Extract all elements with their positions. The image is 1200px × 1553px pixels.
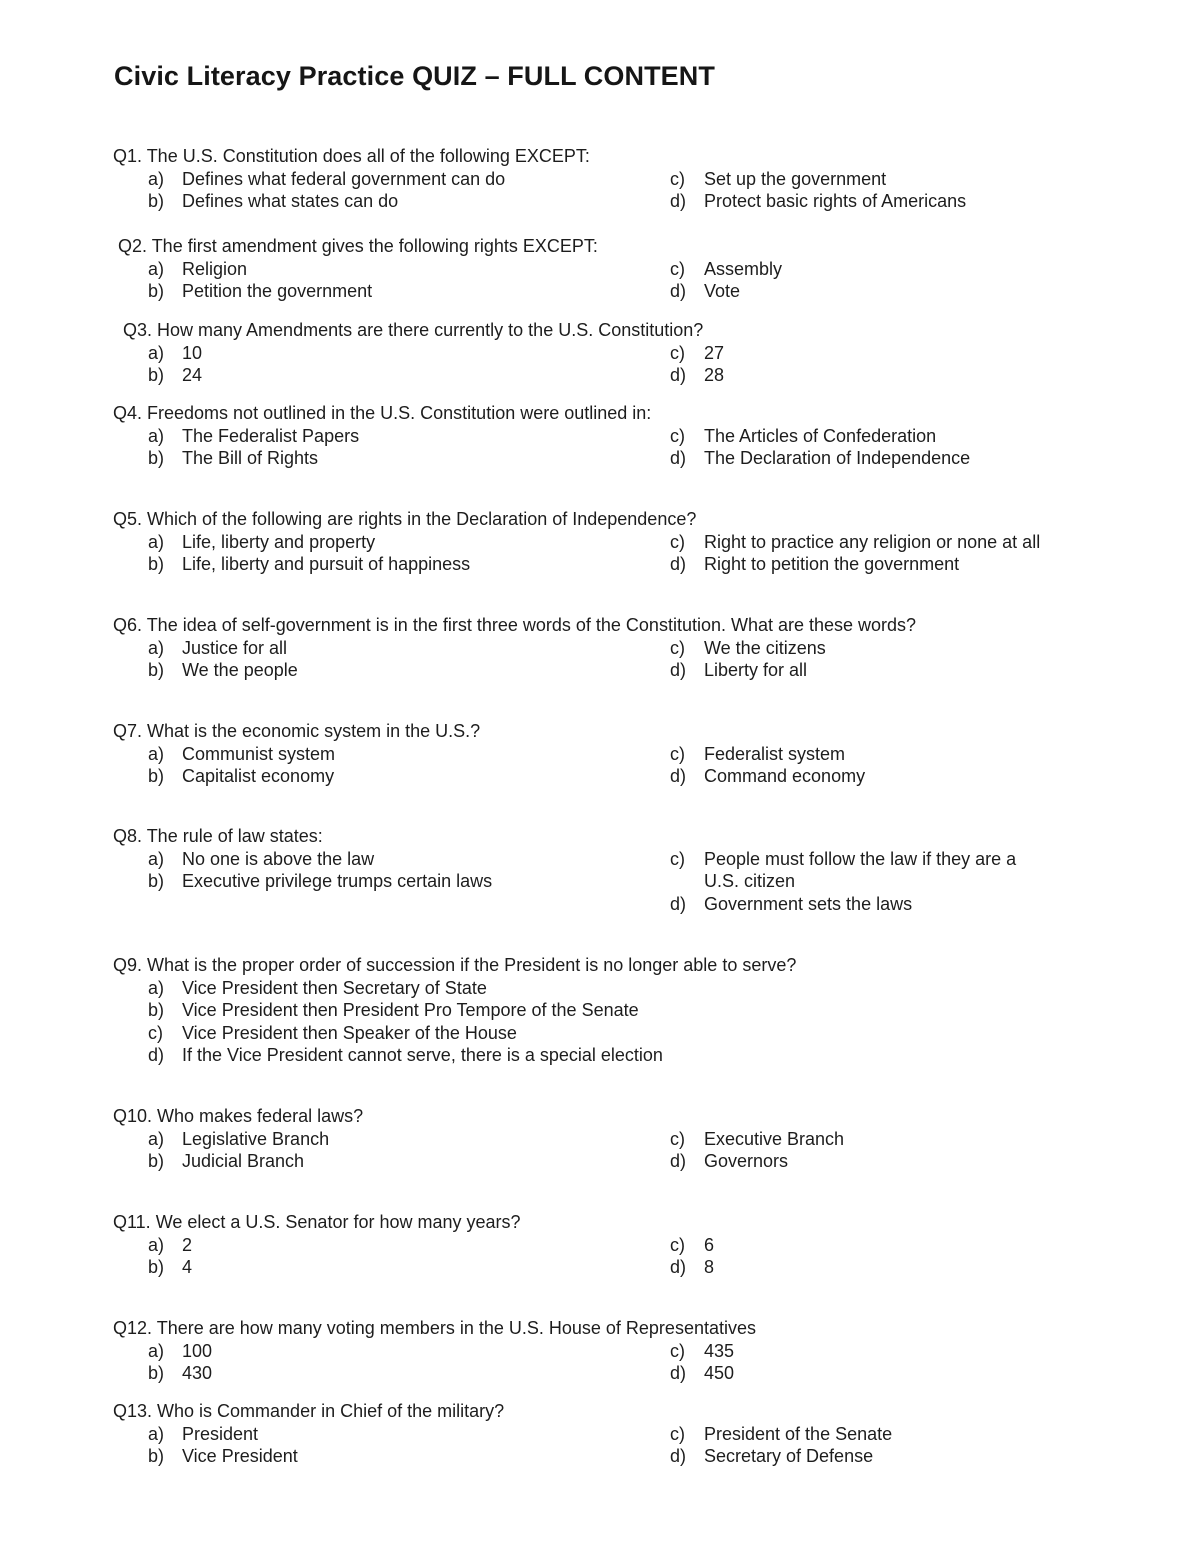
option-letter: d)	[670, 1151, 687, 1172]
answer-option-c	[670, 637, 826, 660]
answer-option-c	[670, 1234, 714, 1257]
answer-options	[113, 168, 1113, 213]
option-letter: a)	[148, 1234, 165, 1255]
option-text: Assembly	[704, 258, 783, 279]
option-letter: c)	[670, 743, 685, 764]
option-letter: d)	[670, 893, 687, 914]
option-text: Petition the government	[182, 281, 373, 302]
option-letter: b)	[148, 1257, 165, 1278]
answer-option-a	[148, 1340, 212, 1363]
option-letter: d)	[670, 365, 687, 386]
question-8	[113, 825, 1113, 915]
option-text: Defines what states can do	[182, 191, 399, 212]
question-text: Q11. We elect a U.S. Senator for how many years?	[113, 1212, 521, 1232]
option-letter: c)	[670, 1128, 685, 1149]
answer-option-c	[670, 1423, 892, 1446]
answer-option-b	[148, 999, 639, 1022]
option-letter: a)	[148, 977, 165, 998]
answer-option-a	[148, 1423, 258, 1446]
answer-option-a	[148, 977, 487, 1000]
answer-option-c	[670, 743, 845, 766]
answer-option-d	[670, 765, 865, 788]
answer-option-b	[148, 765, 334, 788]
option-text: 8	[704, 1257, 715, 1278]
answer-option-b	[148, 190, 398, 213]
option-text: 430	[182, 1363, 213, 1384]
answer-option-a	[148, 258, 247, 281]
question-4	[113, 402, 1113, 470]
question-12	[113, 1317, 1113, 1385]
answer-option-b	[148, 1256, 192, 1279]
option-letter: c)	[670, 848, 685, 869]
answer-option-b	[148, 553, 470, 576]
answer-option-d	[148, 1044, 663, 1067]
answer-option-d	[670, 364, 724, 387]
option-text: Life, liberty and pursuit of happiness	[182, 554, 471, 575]
answer-option-c	[670, 848, 1054, 893]
question-text: Q7. What is the economic system in the U.S.?	[113, 721, 481, 741]
option-text: 28	[704, 365, 725, 386]
option-text: Capitalist economy	[182, 766, 335, 787]
option-text: The Articles of Confederation	[704, 425, 937, 446]
option-text: Vote	[704, 281, 741, 302]
option-letter: c)	[670, 637, 685, 658]
question-6	[113, 614, 1113, 682]
option-text: Judicial Branch	[182, 1151, 305, 1172]
option-text: Defines what federal government can do	[182, 168, 506, 189]
question-text: Q5. Which of the following are rights in the Declaration of Independence?	[113, 509, 697, 529]
question-text: Q8. The rule of law states:	[113, 826, 323, 846]
answer-option-d	[670, 1362, 734, 1385]
question-text: Q1. The U.S. Constitution does all of the following EXCEPT:	[113, 146, 590, 166]
question-text: Q13. Who is Commander in Chief of the military?	[113, 1401, 505, 1421]
option-letter: b)	[148, 365, 165, 386]
answer-option-d	[670, 447, 970, 470]
option-letter: a)	[148, 425, 165, 446]
question-10	[113, 1105, 1113, 1173]
option-text: We the people	[182, 660, 298, 681]
question-2	[113, 235, 1113, 303]
answer-option-a	[148, 1128, 329, 1151]
option-letter: a)	[148, 848, 165, 869]
option-letter: b)	[148, 281, 165, 302]
question-text: Q12. There are how many voting members in the U.S. House of Representatives	[113, 1318, 756, 1338]
option-letter: c)	[148, 1022, 163, 1043]
question-text: Q4. Freedoms not outlined in the U.S. Constitution were outlined in:	[113, 403, 652, 423]
answer-option-d	[670, 1150, 788, 1173]
answer-option-b	[148, 870, 492, 893]
option-text: 435	[704, 1340, 735, 1361]
question-13	[113, 1400, 1113, 1468]
question-3	[113, 319, 1113, 387]
option-letter: a)	[148, 743, 165, 764]
answer-option-c	[670, 1340, 734, 1363]
answer-options	[113, 1423, 1113, 1468]
option-text: Secretary of Defense	[704, 1446, 874, 1467]
option-letter: c)	[670, 1340, 685, 1361]
question-9	[113, 954, 1113, 1067]
answer-option-b	[148, 280, 372, 303]
option-letter: b)	[148, 1363, 165, 1384]
option-text: Vice President then Speaker of the House	[182, 1022, 517, 1043]
answer-option-a	[148, 168, 505, 191]
option-text: Government sets the laws	[704, 893, 913, 914]
page-title: Civic Literacy Practice QUIZ – FULL CONTENT	[114, 61, 715, 91]
option-letter: b)	[148, 766, 165, 787]
option-letter: d)	[670, 191, 687, 212]
option-letter: c)	[670, 425, 685, 446]
answer-option-b	[148, 364, 202, 387]
option-text: Executive Branch	[704, 1128, 845, 1149]
option-text: 10	[182, 342, 203, 363]
question-text: Q6. The idea of self-government is in the first three words of the Constitution. What are these words?	[113, 615, 917, 635]
answer-option-d	[670, 553, 959, 576]
option-text: Legislative Branch	[182, 1128, 330, 1149]
answer-option-c	[670, 342, 724, 365]
option-letter: c)	[670, 258, 685, 279]
option-text: The Federalist Papers	[182, 425, 360, 446]
answer-option-b	[148, 1362, 212, 1385]
answer-option-b	[148, 447, 318, 470]
option-letter: d)	[670, 1257, 687, 1278]
option-letter: d)	[670, 1363, 687, 1384]
option-text: 450	[704, 1363, 735, 1384]
option-letter: b)	[148, 554, 165, 575]
option-text: Religion	[182, 258, 248, 279]
option-letter: b)	[148, 448, 165, 469]
option-text: Vice President then President Pro Tempore of the Senate	[182, 1000, 639, 1021]
option-letter: a)	[148, 258, 165, 279]
answer-option-a	[148, 342, 202, 365]
answer-option-a	[148, 848, 374, 871]
question-text: Q2. The first amendment gives the following rights EXCEPT:	[113, 236, 598, 256]
answer-option-d	[670, 190, 966, 213]
question-1	[113, 145, 1113, 213]
answer-option-a	[148, 1234, 192, 1257]
answer-option-c	[670, 531, 1040, 554]
option-letter: c)	[670, 168, 685, 189]
option-letter: d)	[670, 766, 687, 787]
option-letter: b)	[148, 1446, 165, 1467]
answer-option-d	[670, 1256, 714, 1279]
option-letter: c)	[670, 531, 685, 552]
option-text: President of the Senate	[704, 1423, 893, 1444]
option-letter: c)	[670, 1234, 685, 1255]
option-text: The Declaration of Independence	[704, 448, 971, 469]
option-text: Vice President	[182, 1446, 298, 1467]
option-letter: c)	[670, 342, 685, 363]
answer-option-a	[148, 425, 359, 448]
option-text: President	[182, 1423, 259, 1444]
option-text: 2	[182, 1234, 193, 1255]
option-text: 100	[182, 1340, 213, 1361]
option-text: We the citizens	[704, 637, 826, 658]
option-letter: b)	[148, 871, 165, 892]
option-letter: a)	[148, 342, 165, 363]
answer-option-c	[670, 168, 886, 191]
option-text: Vice President then Secretary of State	[182, 977, 487, 998]
question-7	[113, 720, 1113, 788]
answer-option-d	[670, 1445, 873, 1468]
question-5	[113, 508, 1113, 576]
option-text: Right to practice any religion or none at all	[704, 531, 1041, 552]
option-letter: d)	[670, 660, 687, 681]
answer-option-a	[148, 743, 335, 766]
option-text: Governors	[704, 1151, 789, 1172]
option-letter: a)	[148, 1128, 165, 1149]
answer-option-c	[148, 1022, 517, 1045]
option-letter: d)	[670, 281, 687, 302]
option-text: The Bill of Rights	[182, 448, 319, 469]
option-text: Right to petition the government	[704, 554, 960, 575]
option-text: No one is above the law	[182, 848, 375, 869]
option-letter: a)	[148, 1423, 165, 1444]
answer-options	[113, 1128, 1113, 1173]
answer-option-d	[670, 893, 912, 916]
option-text: Executive privilege trumps certain laws	[182, 871, 493, 892]
option-text: Set up the government	[704, 168, 887, 189]
answer-option-b	[148, 1445, 298, 1468]
question-11	[113, 1211, 1113, 1279]
option-letter: d)	[148, 1045, 165, 1066]
question-text: Q3. How many Amendments are there currently to the U.S. Constitution?	[113, 320, 704, 340]
option-letter: c)	[670, 1423, 685, 1444]
answer-options	[113, 1340, 1113, 1385]
answer-options	[113, 848, 1113, 916]
option-letter: b)	[148, 191, 165, 212]
option-letter: d)	[670, 1446, 687, 1467]
option-text: Justice for all	[182, 637, 288, 658]
option-text: If the Vice President cannot serve, there is a special election	[182, 1045, 663, 1066]
option-letter: d)	[670, 448, 687, 469]
option-text: 27	[704, 342, 725, 363]
option-text: People must follow the law if they are a U.S. citizen	[704, 848, 1017, 892]
answer-options	[113, 1234, 1113, 1279]
question-text: Q9. What is the proper order of succession if the President is no longer able to serve?	[113, 955, 797, 975]
option-text: Command economy	[704, 766, 866, 787]
option-letter: a)	[148, 637, 165, 658]
answer-options	[113, 977, 1113, 1067]
option-letter: a)	[148, 531, 165, 552]
option-text: Life, liberty and property	[182, 531, 376, 552]
question-text: Q10. Who makes federal laws?	[113, 1106, 364, 1126]
answer-options	[113, 342, 1113, 387]
option-letter: b)	[148, 1151, 165, 1172]
answer-options	[113, 637, 1113, 682]
answer-option-a	[148, 637, 287, 660]
answer-options	[113, 258, 1113, 303]
option-text: Protect basic rights of Americans	[704, 191, 967, 212]
answer-option-c	[670, 1128, 844, 1151]
answer-options	[113, 743, 1113, 788]
answer-option-c	[670, 258, 782, 281]
option-text: Federalist system	[704, 743, 846, 764]
option-letter: a)	[148, 168, 165, 189]
answer-option-d	[670, 280, 740, 303]
answer-options	[113, 531, 1113, 576]
answer-option-c	[670, 425, 936, 448]
option-text: 24	[182, 365, 203, 386]
option-text: 4	[182, 1257, 193, 1278]
answer-options	[113, 425, 1113, 470]
option-letter: a)	[148, 1340, 165, 1361]
option-letter: d)	[670, 554, 687, 575]
answer-option-a	[148, 531, 375, 554]
option-letter: b)	[148, 1000, 165, 1021]
option-text: Communist system	[182, 743, 336, 764]
option-text: Liberty for all	[704, 660, 808, 681]
answer-option-b	[148, 659, 298, 682]
answer-option-b	[148, 1150, 304, 1173]
option-text: 6	[704, 1234, 715, 1255]
answer-option-d	[670, 659, 807, 682]
option-letter: b)	[148, 660, 165, 681]
